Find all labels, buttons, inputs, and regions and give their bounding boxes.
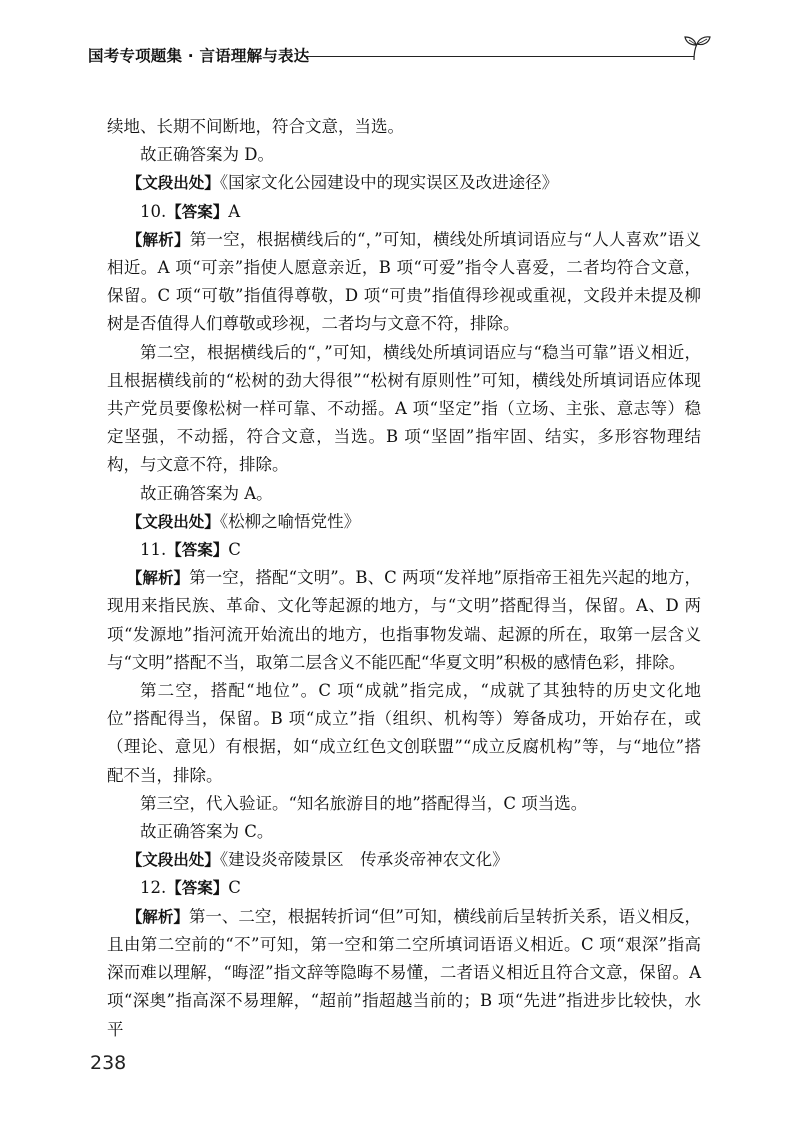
section-tag: 【解析】 [126,907,189,926]
analysis-paragraph [107,564,701,677]
question-number: 12. [140,878,167,898]
paragraph [107,677,701,790]
sprout-icon [680,34,714,64]
paragraph-text: 故正确答案为 C。 [140,822,274,842]
section-tag: 【解析】 [126,569,190,588]
section-tag: 【文段出处】 [126,174,220,193]
paragraph [107,480,701,508]
paragraph-text: 第一空，搭配“文明”。B、C 两项“发祥地”原指帝王祖先兴起的地方，现用来指民族、革命、文化等起源的地方，与“文明”搭配得当，保留。A、D 两项“发源地”指河流开始流出的地方，也指事物发端、起源的所在，取第一层含义与“文明”搭配不当，取第二层含义不能匹配“华夏文明”积极的感情色彩，排除。 [107,568,701,672]
paragraph-text: C [228,540,241,560]
paragraph-text: 故正确答案为 D。 [140,145,274,165]
running-header [88,34,718,74]
page-number: 238 [90,1052,127,1074]
paragraph [107,141,701,169]
paragraph-text: 第二空，根据横线后的“，”可知，横线处所填词语应与“稳当可靠”语义相近，且根据横线前的“松树的劲大得很”“松树有原则性”可知，横线处所填词语应体现共产党员要像松树一样可靠、不动摇。A 项“坚定”指（立场、主张、意志等）稳定坚强，不动摇，符合文意，当选。B 项“坚固”指牢固、结实，多形容物理结构，与文意不符，排除。 [107,342,701,475]
paragraph-text: 第二空，搭配“地位”。C 项“成就”指完成，“成就了其独特的历史文化地位”搭配得当，保留。B 项“成立”指（组织、机构等）筹备成功，开始存在，或（理论、意见）有根据，如“成立红色文创联盟”“成立反腐机构”等，与“地位”搭配不当，排除。 [107,681,701,785]
paragraph-text: 第一、二空，根据转折词“但”可知，横线前后呈转折关系，语义相反，且由第二空前的“不”可知，第一空和第二空所填词语语义相近。C 项“艰深”指高深而难以理解，“晦涩”指文辞等隐晦不易懂，二者语义相近且符合文意，保留。A 项“深奥”指高深不易理解，“超前”指超越当前的；B 项“先进”指进步比较快，水平 [107,906,701,1039]
paragraph-text: 《松柳之喻悟党性》 [219,511,361,531]
answer-line [107,536,701,564]
section-tag: 【答案】 [166,879,229,898]
body-text [107,113,701,1044]
section-tag: 【答案】 [166,541,229,560]
section-tag: 【文段出处】 [126,512,220,531]
paragraph [107,339,701,480]
section-tag: 【解析】 [126,230,190,249]
question-number: 10. [140,201,167,221]
continuation-paragraph [107,113,701,141]
paragraph-text: 《国家文化公园建设中的现实误区及改进途径》 [219,173,559,193]
paragraph-text: 《建设炎帝陵景区 传承炎帝神农文化》 [219,850,509,870]
paragraph [107,818,701,846]
answer-line [107,874,701,902]
source-line [107,846,701,874]
paragraph-text: 续地、长期不间断地，符合文意，当选。 [107,117,404,136]
section-tag: 【文段出处】 [126,851,220,870]
source-line [107,508,701,536]
paragraph [107,790,701,818]
header-rule [304,56,694,57]
section-tag: 【答案】 [166,202,229,221]
paragraph-text: A [228,201,241,221]
paragraph-text: 第三空，代入验证。“知名旅游目的地”搭配得当，C 项当选。 [140,793,588,813]
analysis-paragraph [107,226,701,339]
paragraph-text: 故正确答案为 A。 [140,483,273,503]
paragraph-text: 第一空，根据横线后的“，”可知，横线处所填词语应与“人人喜欢”语义相近。A 项“可亲”指使人愿意亲近，B 项“可爱”指令人喜爱，二者均符合文意，保留。C 项“可敬”指值得尊敬，D 项“可贵”指值得珍视或重视，文段并未提及柳树是否值得人们尊敬或珍视，二者均与文意不符，排除。 [107,229,701,334]
source-line [107,169,701,197]
question-number: 11. [140,540,167,560]
header-title: 国考专项题集 · 言语理解与表达 [88,47,310,65]
answer-line [107,198,701,226]
paragraph-text: C [228,878,241,898]
analysis-paragraph [107,903,701,1044]
